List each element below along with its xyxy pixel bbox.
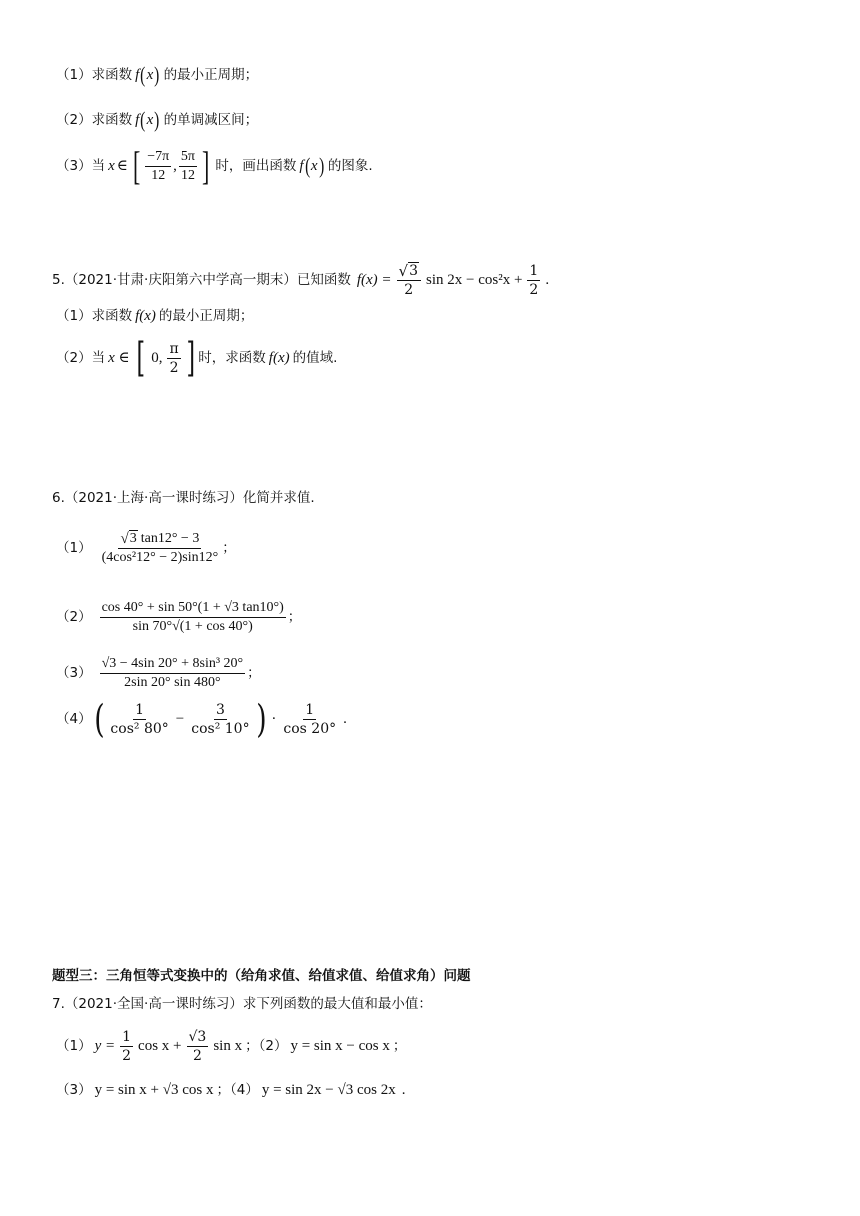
q6-part4: （4） ( $\frac{1}{\text{cos² 80°}}$ − $\frac{3}{\text{cos² 10°}}$ ) · $\frac{1}{\cos 20^\circ}$ .: [56, 697, 347, 741]
dot-operator: ·: [271, 711, 277, 727]
var-x: x: [108, 158, 115, 174]
q5-part1: [56, 306, 253, 326]
cos-term: cos x +: [138, 1038, 182, 1054]
q5-part2: （2）当 x ∈ [ 0, $\frac{\pi}{2}$ ] 时，求函数 f(x) 的值域.: [56, 335, 338, 381]
fn-var: x: [146, 67, 154, 83]
q4-part3: [56, 143, 373, 188]
q5-part1-fx: f(x): [135, 308, 156, 324]
q5-part2-label: （2）当: [56, 350, 106, 366]
q7-header: [52, 994, 432, 1014]
q4-part3-label: （3）当: [56, 158, 106, 174]
q7-part2-label: ；（2）: [245, 1038, 288, 1054]
sqrt-radicand: 3: [409, 262, 418, 279]
semicolon: ；: [222, 540, 236, 556]
period: .: [343, 711, 347, 727]
semicolon: ；: [287, 609, 302, 625]
numerator-text: tan12° − 3: [140, 530, 200, 546]
q7-part4-expr: y = sin 2x − √3 cos 2x: [261, 1082, 396, 1098]
q6-part1-label: （1）: [56, 540, 92, 556]
denominator: 2: [404, 281, 414, 298]
q5-header: [52, 260, 552, 300]
q4-part1-fx: f ( x ): [135, 62, 160, 87]
section3-heading: [52, 966, 471, 986]
q4-part1-tail: 的最小正周期；: [163, 67, 259, 83]
q6-head-text: 6.（2021·上海·高一课时练习）化简并求值.: [52, 490, 315, 506]
q4-part3-tail: 的图象.: [327, 158, 373, 174]
q4-part2-fx: f ( x ): [135, 107, 160, 132]
q4-part2-tail: 的单调减区间；: [163, 112, 259, 128]
q6-part4-frac2: $\frac{3}{\text{cos² 10°}}$: [191, 701, 250, 737]
interval-start: 0,: [151, 350, 163, 366]
q5-fx: f(x) =: [356, 272, 392, 288]
q7-head-text: 7.（2021·全国·高一课时练习）求下列函数的最大值和最小值：: [52, 996, 432, 1012]
q6-part2-label: （2）: [56, 609, 92, 625]
q6-part1: [56, 524, 236, 572]
q4-part3-interval: x ∈ [ $\frac{-7\pi}{12}$ , $\frac{5\pi}{12}$ ]: [108, 143, 210, 188]
sin-term: sin x: [213, 1038, 243, 1054]
q6-part3-label: （3）: [56, 665, 92, 681]
q7-part3-label: （3）: [56, 1082, 92, 1098]
q6-part4-label: （4）: [56, 711, 92, 727]
q6-part1-fraction: √ 3 tan12° − 3 (4cos²12° − 2)sin12°: [101, 530, 219, 565]
q4-part3-mid: 时，画出函数: [215, 158, 297, 174]
q5-part1-tail: 的最小正周期；: [158, 308, 254, 324]
semicolon: ；: [392, 1038, 407, 1054]
q5-part2-fx: f(x): [268, 350, 290, 366]
y-equals: y =: [94, 1038, 116, 1054]
fn-name: f: [135, 112, 140, 128]
q4-part1-label: （1）求函数: [56, 67, 133, 83]
q7-part1-label: （1）: [56, 1038, 92, 1054]
q4-part2-label: （2）求函数: [56, 112, 133, 128]
q6-part3-fraction: [100, 655, 246, 692]
minus-sign: −: [175, 711, 185, 727]
q5-part2-var: x ∈: [108, 350, 130, 366]
period: .: [545, 272, 550, 288]
element-of: ∈: [116, 158, 128, 174]
q7-part3-4: [56, 1080, 409, 1100]
q5-part2-tail: 的值域.: [292, 350, 338, 366]
q6-header: [52, 488, 315, 508]
q7-part3-expr: y = sin x + √3 cos x: [94, 1082, 214, 1098]
denominator-text: (4cos²12° − 2)sin12°: [101, 549, 219, 565]
q7-part2-expr: y = sin x − cos x: [290, 1038, 390, 1054]
fn-var: x: [146, 112, 154, 128]
period: .: [401, 1082, 406, 1098]
q5-half: $\frac{1}{2}$: [529, 262, 539, 298]
q6-part2: [56, 592, 301, 642]
q4-part1: [56, 62, 259, 87]
sqrt-radicand: 3: [129, 530, 137, 546]
frac-b: $\frac{5\pi}{12}$: [180, 148, 195, 183]
q6-part3: [56, 652, 261, 694]
section3-title: 题型三：三角恒等式变换中的（给角求值、给值求值、给值求角）问题: [52, 968, 471, 984]
q5-sqrt3-over-2: √ 3 2: [397, 262, 421, 299]
q4-part2: [56, 107, 259, 132]
q7-half: $\frac{1}{2}$: [122, 1028, 132, 1064]
q5-part2-mid: 时，求函数: [198, 350, 266, 366]
q5-part1-label: （1）求函数: [56, 308, 133, 324]
q5-expr: sin 2x − cos²x +: [426, 272, 523, 288]
q6-part4-frac1: $\frac{1}{\text{cos² 80°}}$: [110, 701, 169, 737]
q5-pi-over-2: $\frac{\pi}{2}$: [169, 340, 179, 376]
denominator-text: 2sin 20° sin 480°: [124, 674, 221, 690]
q6-part2-fraction: [100, 599, 286, 636]
q6-part4-frac3: $\frac{1}{\cos 20^\circ}$: [283, 701, 337, 737]
q7-sqrt3-half: $\frac{√3}{2}$: [188, 1028, 207, 1064]
numerator-text: cos 40° + sin 50°(1 + √3 tan10°): [100, 599, 286, 618]
denominator-text: sin 70°√(1 + cos 40°): [132, 618, 253, 634]
q5-head-text: 5.（2021·甘肃·庆阳第六中学高一期末）已知函数: [52, 272, 351, 288]
fn-name: f: [299, 158, 304, 174]
semicolon: ；: [247, 665, 261, 681]
q7-part1-2: [56, 1024, 406, 1068]
numerator-text: √3 − 4sin 20° + 8sin³ 20°: [100, 655, 246, 674]
frac-a: $\frac{-7\pi}{12}$: [147, 148, 170, 183]
q4-part3-fx: f ( x ): [299, 153, 324, 178]
q7-part4-label: ；（4）: [216, 1082, 259, 1098]
fn-name: f: [135, 67, 140, 83]
